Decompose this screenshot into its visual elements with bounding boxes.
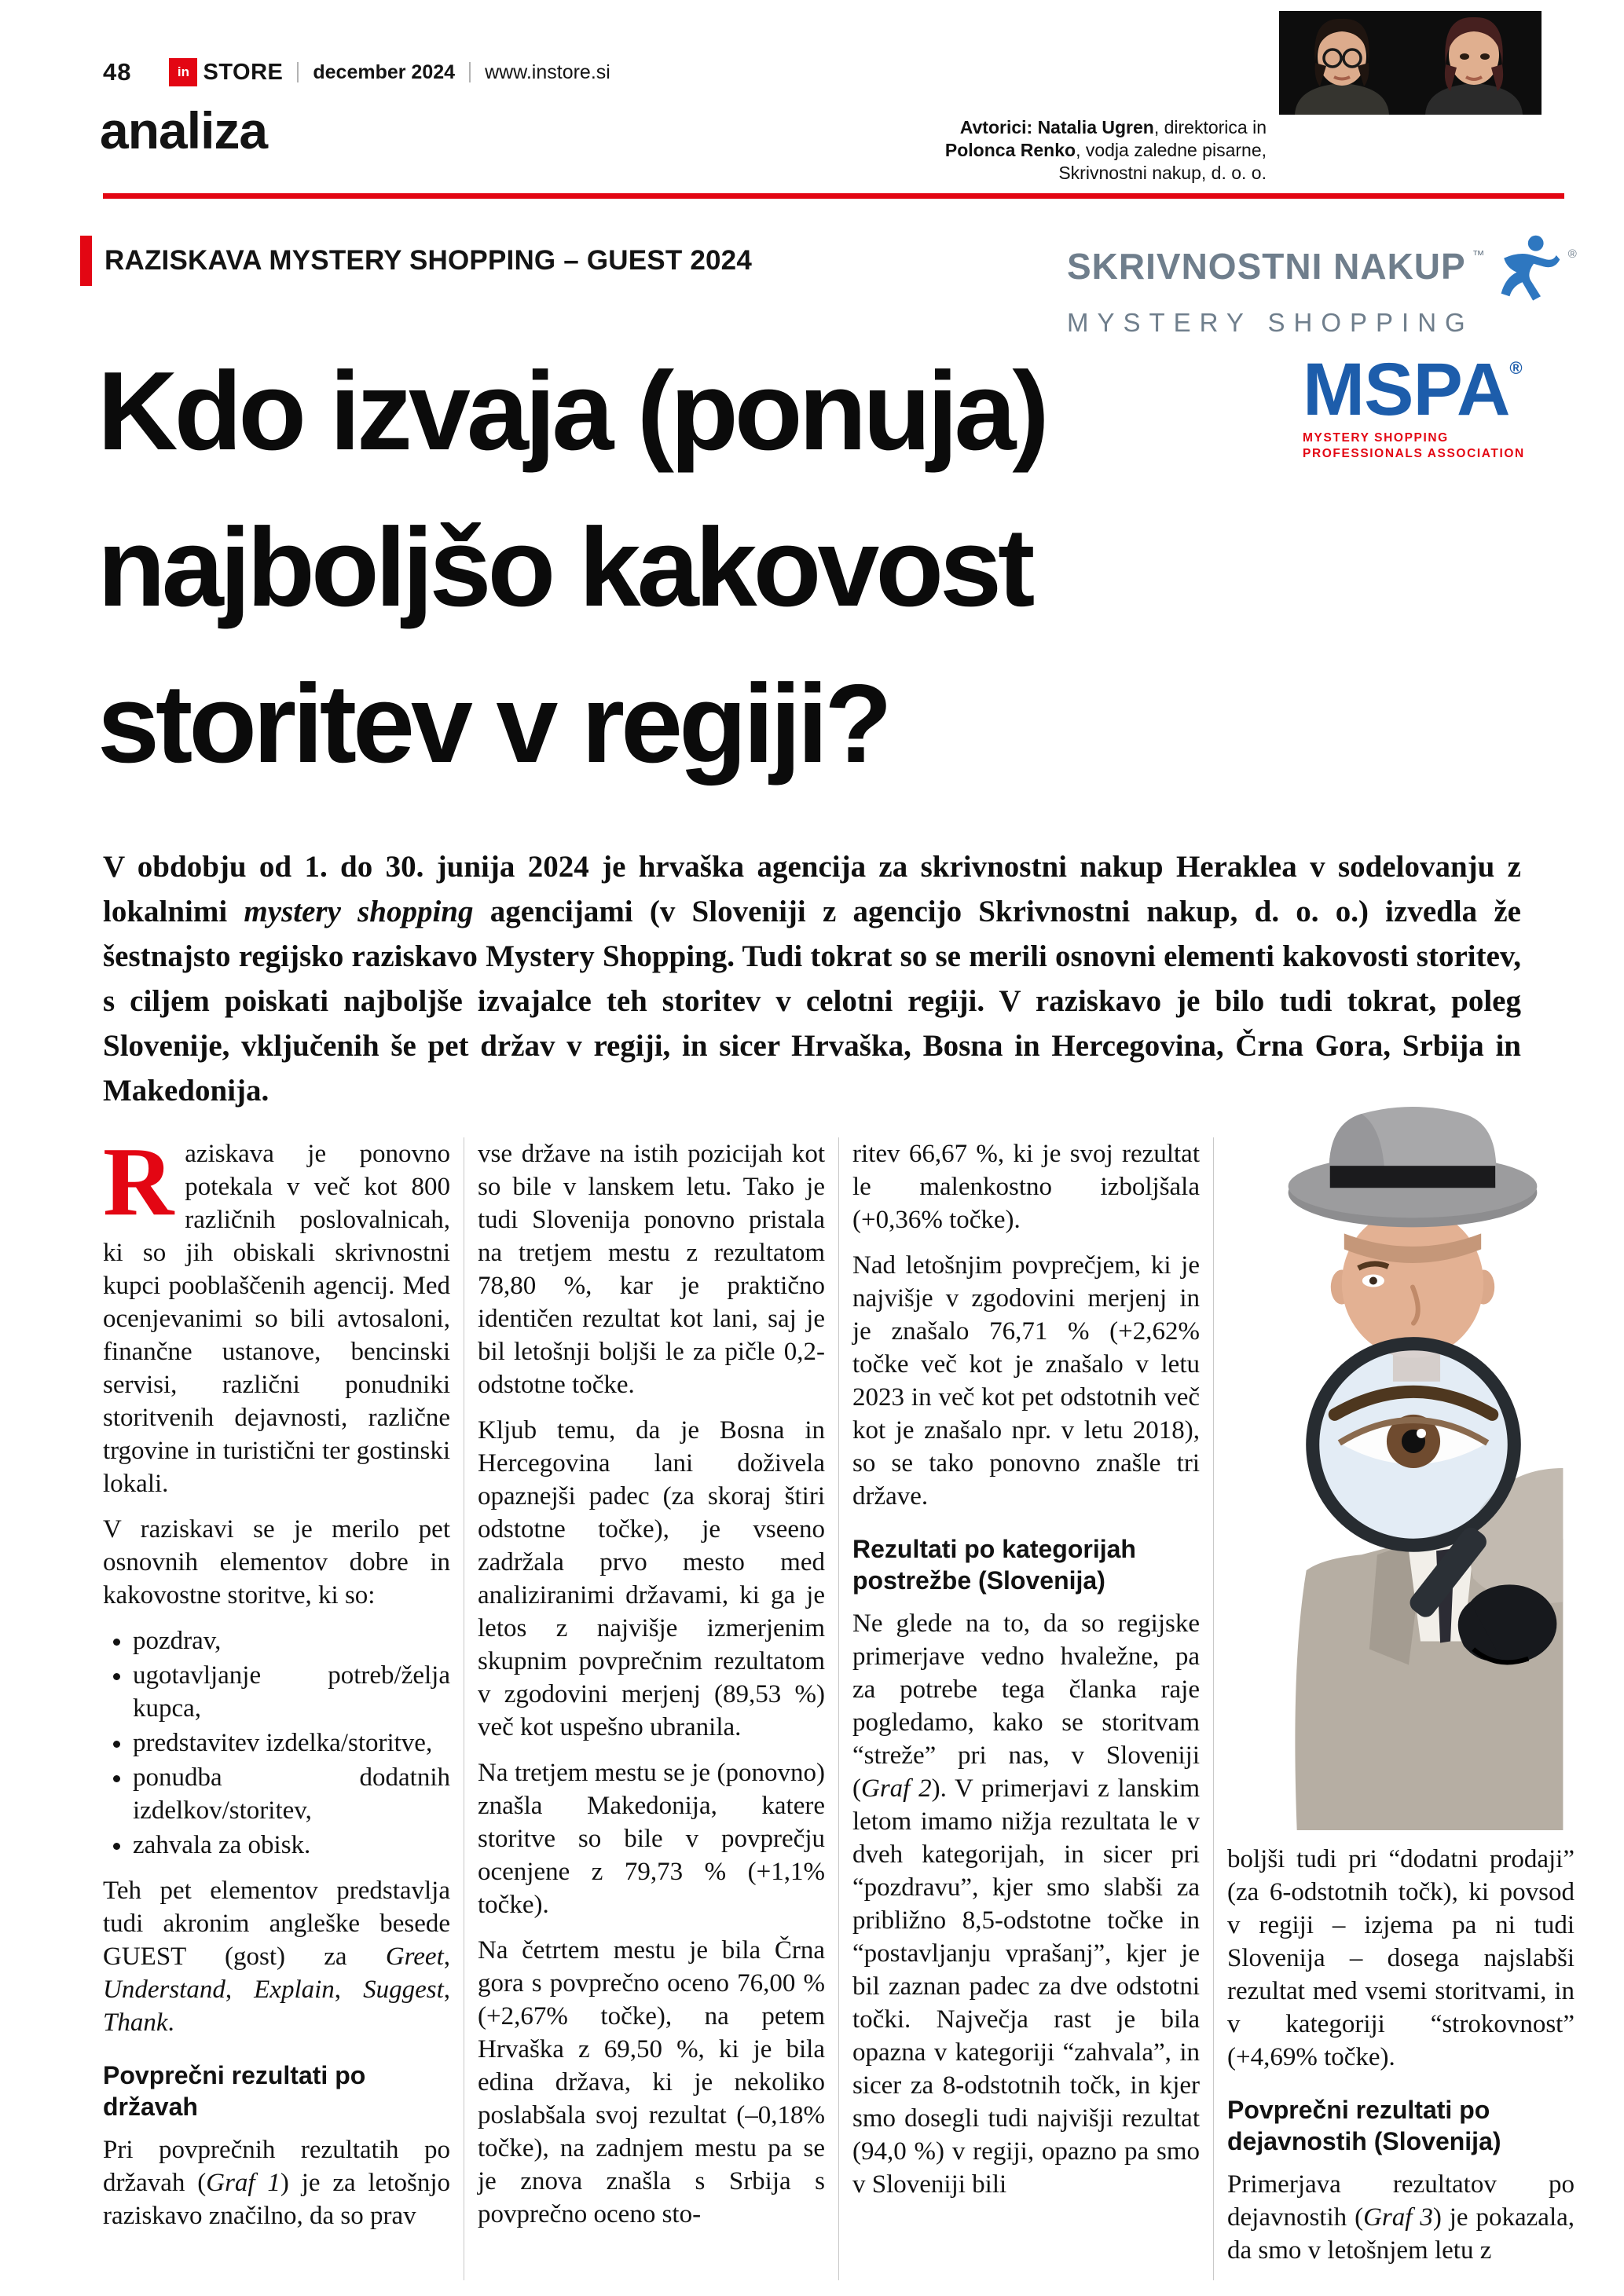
paragraph: Pri povprečnih rezultatih po državah (Graf 1) je za letošnjo raziskavo značilno, da so prav bbox=[103, 2136, 450, 2230]
skrivnostni-nakup-logo bbox=[1067, 247, 1577, 338]
body-column-4 bbox=[1227, 1843, 1575, 2280]
sn-logo-text: SKRIVNOSTNI NAKUP bbox=[1067, 246, 1466, 287]
paragraph: Teh pet elementov predstavlja tudi akronim angleške besede GUEST (gost) za Greet, Understand, Explain, Suggest, Thank. bbox=[103, 1877, 451, 2037]
list-item: • zahvala za obisk. bbox=[133, 1829, 450, 1862]
article-lead: V obdobju od 1. do 30. junija 2024 je hrvaška agencija za skrivnostni nakup Heraklea v sodelovanju z lokalnimi mystery shopping agencijami (v Sloveniji z agencijo Skrivnostni nakup, d. o. o.) izvedla že šestnajsto regijsko raziskavo Mystery Shopping. Tudi tokrat so se merili osnovni elementi kakovosti storitev, s ciljem poiskati najboljše izvajalce teh storitev v celotni regiji. V raziskavo je bilo tudi tokrat, poleg Slovenije, vključenih še pet držav v regiji, in sicer Hrvaška, Bosna in Hercegovina, Črna Gora, Srbija in Makedonija. bbox=[103, 850, 1521, 1108]
paragraph: vse države na istih pozicijah kot so bile v lanskem letu. Tako je tudi Slovenija ponovno pristala na tretjem mestu z rezultatom 78,80 %, kar je praktično identičen rezultat kot lani, saj je bil letošnji boljši le za pičle 0,2-odstotne točke. bbox=[478, 1140, 825, 1399]
detective-magnifier-illustration bbox=[1267, 1098, 1564, 1830]
paragraph: V raziskavi se je merilo pet osnovnih elementov dobre in kakovostne storitve, ki so: bbox=[103, 1515, 450, 1609]
mspa-subtext-line: MYSTERY SHOPPING bbox=[1303, 431, 1449, 445]
list-item: • predstavitev izdelka/storitve, bbox=[133, 1727, 450, 1760]
kicker-accent-bar bbox=[80, 236, 92, 286]
instore-logo-text: STORE bbox=[203, 59, 284, 85]
authors-portraits-illustration bbox=[1279, 11, 1542, 115]
instore-logo-icon: in bbox=[169, 58, 197, 86]
subheading-rezultati-po-drzavah: Povprečni rezultati po državah bbox=[103, 2061, 366, 2121]
trademark-symbol: ™ bbox=[1472, 249, 1485, 262]
paragraph: boljši tudi pri “dodatni prodaji” (za 6-odstotnih točk), ki povsod v regiji – izjema pa ni tudi Slovenija – dosega najslabši rezultat med vsemi storitvami, in v kategoriji “strokovnost” (+4,69% točke). bbox=[1227, 1845, 1575, 2071]
registered-symbol: ® bbox=[1567, 247, 1577, 261]
authors-caption-line: Polonca Renko, vodja zaledne pisarne, bbox=[944, 140, 1267, 160]
paragraph: Raziskava je ponovno potekala v več kot 800 različnih poslovalnicah, ki so jih obiskali skrivnostni kupci pooblaščenih agencij. Med ocenjevanimi so bili avtosaloni, finančne ustanove, bencinski servisi, različni ponudniki storitvenih dejavnosti, različne trgovine in turistični ter gostinski lokali. bbox=[103, 1128, 450, 1498]
paragraph: Nad letošnjim povprečjem, ki je najvišje v zgodovini merjenj in je znašalo 76,71 % (+2,62% točke več kot je znašalo v letu 2023 in več kot pet odstotnih več kot je znašalo npr. v letu 2018), so se tako ponovno znašle tri države. bbox=[852, 1251, 1200, 1511]
paragraph: Primerjava rezultatov po dejavnostih (Graf 3) je pokazala, da smo v letošnjem letu z bbox=[1227, 2170, 1575, 2265]
authors-photo bbox=[1279, 11, 1542, 115]
column-divider bbox=[1213, 1137, 1214, 2280]
paragraph: Kljub temu, da je Bosna in Hercegovina lani doživela opaznejši padec (za skoraj štiri odstotne točke), je vseeno zadržala prvo mesto med analiziranimi državami, ki ga je letos z najvišje izmerjenim skupnim povprečnim rezultatom v zgodovini merjenj (89,53 %) več kot uspešno ubranila. bbox=[478, 1416, 825, 1741]
drop-cap: R bbox=[103, 1128, 174, 1236]
bullet-list bbox=[103, 1624, 450, 1862]
header-meta bbox=[103, 58, 610, 86]
mspa-logo bbox=[1303, 348, 1525, 462]
sn-logo-subtext: MYSTERY SHOPPING bbox=[1067, 308, 1474, 337]
headline-line: najboljšo kakovost bbox=[97, 505, 1032, 630]
column-divider bbox=[838, 1137, 839, 2280]
header-divider bbox=[103, 193, 1564, 199]
body-column-3 bbox=[852, 1137, 1200, 2214]
issue-date: december 2024 bbox=[313, 60, 456, 83]
headline-line: storitev v regiji? bbox=[97, 661, 889, 786]
meta-divider bbox=[469, 62, 471, 82]
mspa-logo-text: MSPA bbox=[1303, 348, 1510, 431]
mspa-subtext-line: PROFESSIONALS ASSOCIATION bbox=[1303, 447, 1525, 460]
body-column-2 bbox=[478, 1137, 825, 2243]
authors-caption-line: Skrivnostni nakup, d. o. o. bbox=[1058, 163, 1267, 183]
paragraph: Ne glede na to, da so regijske primerjave vedno hvaležne, pa za potrebe tega članka raje pogledamo, kako se storitvam “streže” pri nas, v Sloveniji (Graf 2). V primerjavi z lanskim letom imamo nižja rezultata le v dveh kategorijah, in sicer pri “pozdravu”, kjer smo slabši za približno 8,5-odstotne točke in “postavljanju vprašanj”, kjer je bil zaznan padec za dve odstotni točki. Največja rast je bila opazna v kategoriji “zahvala”, in sicer za 8-odstotnih točk, in kjer smo dosegli tudi najvišji rezultat (94,0 %) v regiji, opazno pa smo v Sloveniji bili bbox=[852, 1609, 1201, 2199]
authors-caption-line: Avtorici: Natalia Ugren, direktorica in bbox=[959, 117, 1267, 137]
body-column-1 bbox=[103, 1128, 451, 2245]
headline-line: Kdo izvaja (ponuja) bbox=[97, 349, 1046, 474]
website-url: www.instore.si bbox=[485, 60, 610, 83]
person-figure-icon bbox=[1491, 234, 1562, 305]
paragraph: Na četrtem mestu je bila Črna gora s povprečno oceno 76,00 % (+2,67% točke), na petem Hrvaška z 69,50 %, ki je bila edina država, ki je nekoliko poslabšala svoj rezultat (–0,18% točke), na zadnjem mestu pa se je znova znašla s Srbija s povprečno oceno sto- bbox=[478, 1936, 825, 2228]
meta-divider bbox=[297, 62, 299, 82]
section-title: analiza bbox=[100, 101, 268, 159]
subheading-rezultati-po-dejavnostih: Povprečni rezultati po dejavnostih (Slovenija) bbox=[1227, 2096, 1501, 2155]
detective-photo bbox=[1267, 1098, 1564, 1830]
list-item: • pozdrav, bbox=[133, 1624, 450, 1657]
kicker-text: RAZISKAVA MYSTERY SHOPPING – GUEST 2024 bbox=[104, 245, 753, 276]
subheading-rezultati-po-kategorijah: Rezultati po kategorijah postrežbe (Slovenija) bbox=[852, 1535, 1136, 1595]
registered-symbol: ® bbox=[1509, 358, 1522, 378]
instore-logo bbox=[169, 58, 283, 86]
article-headline bbox=[97, 333, 1046, 802]
paragraph: ritev 66,67 %, ki je svoj rezultat le malenkostno izboljšala (+0,36% točke). bbox=[852, 1140, 1200, 1234]
article-kicker bbox=[80, 236, 752, 286]
page-number: 48 bbox=[103, 58, 132, 86]
list-item: • ponudba dodatnih izdelkov/storitev, bbox=[133, 1761, 450, 1827]
list-item: • ugotavljanje potreb/želja kupca, bbox=[133, 1659, 450, 1725]
authors-caption bbox=[668, 116, 1267, 185]
paragraph: Na tretjem mestu se je (ponovno) znašla Makedonija, katere storitve so bile v povprečju ocenjene z 79,73 % (+1,1% točke). bbox=[478, 1759, 825, 1919]
